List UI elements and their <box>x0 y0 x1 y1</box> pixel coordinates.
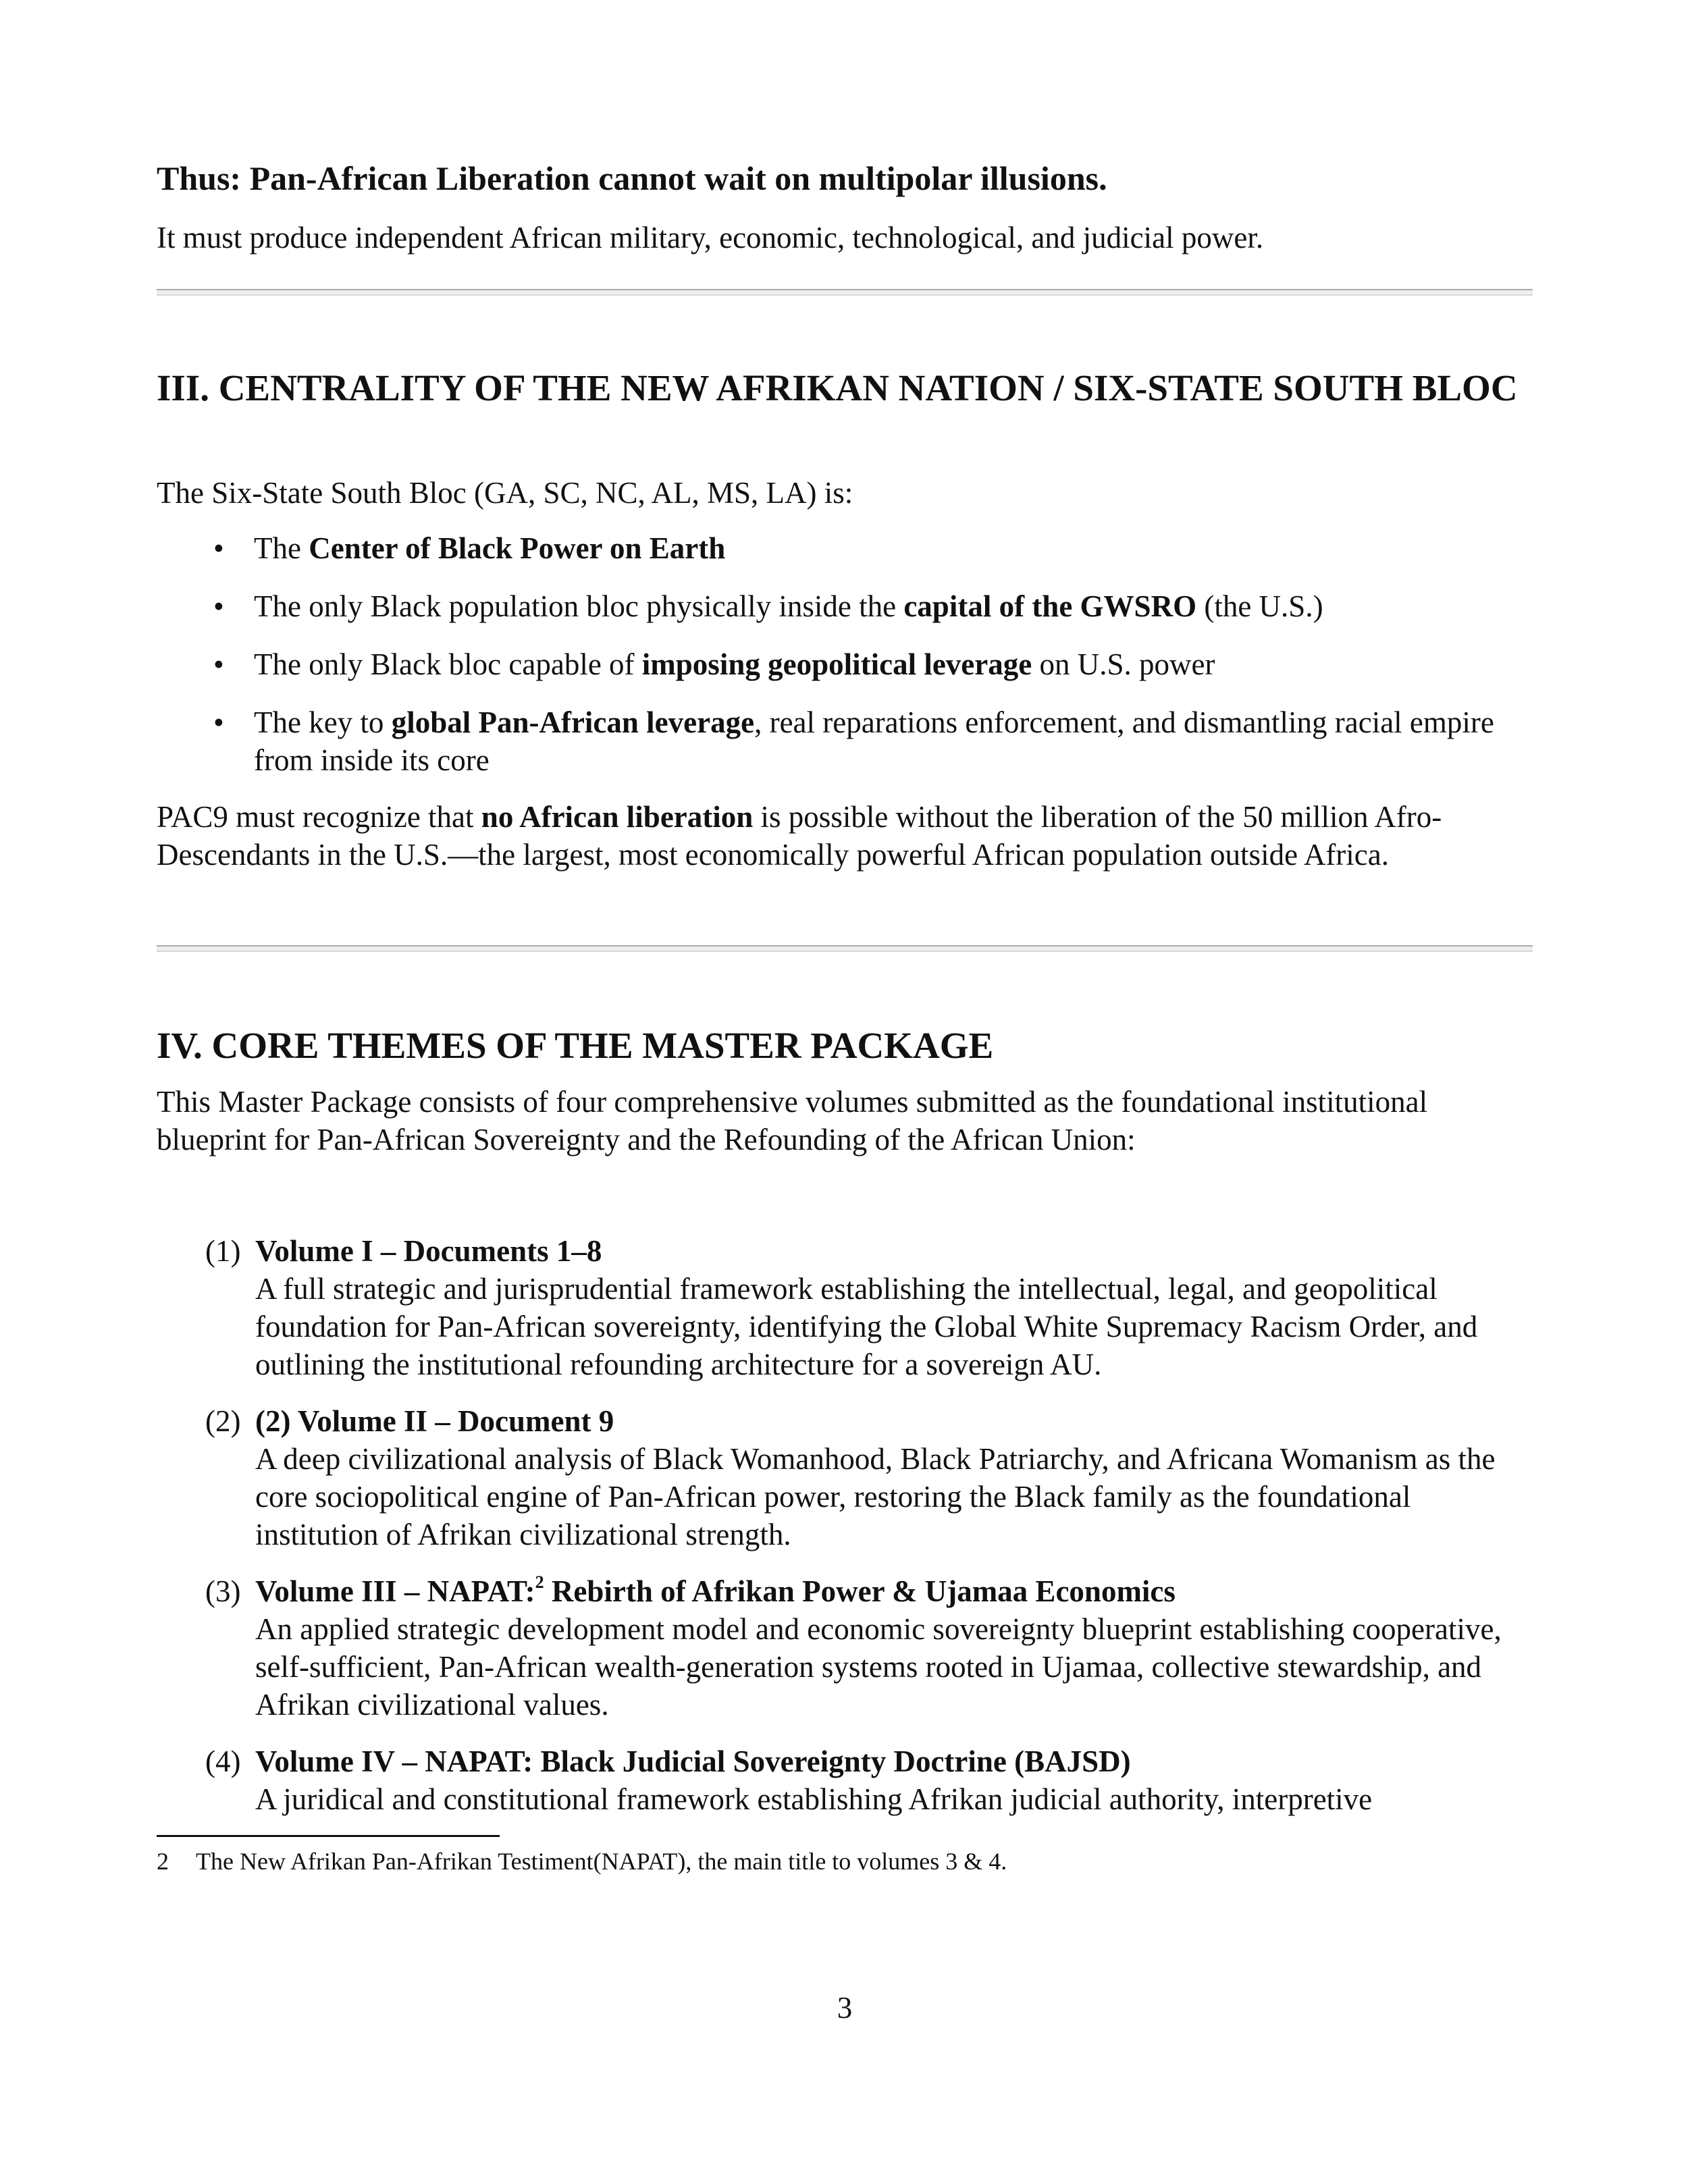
volume-item <box>157 1402 1533 1553</box>
closing-text: PAC9 must recognize that <box>157 800 481 834</box>
section-3-heading: III. CENTRALITY OF THE NEW AFRIKAN NATION / SIX-STATE SOUTH BLOC <box>157 367 1518 408</box>
section-divider <box>157 289 1533 296</box>
bullet-bold-text: global Pan-African leverage <box>391 705 755 739</box>
volume-item <box>157 1572 1533 1724</box>
volume-number: (1) <box>205 1234 241 1268</box>
bullet-bold-text: capital of the GWSRO <box>903 589 1197 623</box>
bullet-text: (the U.S.) <box>1196 589 1323 623</box>
volume-title-part: Rebirth of Afrikan Power & Ujamaa Economics <box>544 1574 1176 1608</box>
volume-description: A juridical and constitutional framework establishing Afrikan judicial authority, interpretive <box>255 1782 1373 1816</box>
thus-heading: Thus: Pan-African Liberation cannot wait on multipolar illusions. <box>157 159 1107 197</box>
bullet-text: The key to <box>254 705 392 739</box>
bullet-item <box>157 529 1533 567</box>
volume-title: (2) Volume II – Document 9 <box>255 1404 614 1438</box>
bullet-item <box>157 703 1533 779</box>
section-divider <box>157 945 1533 952</box>
bullet-item <box>157 587 1533 625</box>
bullet-icon: • <box>213 705 224 739</box>
closing-bold-text: no African liberation <box>481 800 754 834</box>
volume-item <box>157 1742 1533 1818</box>
volume-title <box>255 1572 1533 1610</box>
bullet-icon: • <box>213 589 224 623</box>
footnote-separator <box>157 1835 500 1837</box>
bullet-text: The only Black population bloc physically inside the <box>254 589 904 623</box>
footnote-text: The New Afrikan Pan-Afrikan Testiment(NAPAT), the main title to volumes 3 & 4. <box>196 1848 1007 1875</box>
volume-number: (3) <box>205 1574 241 1608</box>
bullet-icon: • <box>213 647 224 681</box>
volume-description: A full strategic and jurisprudential framework establishing the intellectual, legal, and geopolitical foundation for Pan-African sovereignty, identifying the Global White Supremacy Racism Order, and outlining the institutional refounding architecture for a sovereign AU. <box>255 1272 1478 1381</box>
volume-number: (4) <box>205 1744 241 1778</box>
footnote-ref[interactable]: 2 <box>535 1572 544 1592</box>
volume-title: Volume I – Documents 1–8 <box>255 1234 602 1268</box>
bullet-text: The only Black bloc capable of <box>254 647 642 681</box>
volume-description: An applied strategic development model and economic sovereignty blueprint establishing cooperative, self-sufficient, Pan-African wealth-generation systems rooted in Ujamaa, collective stewardship, and Afrikan civilizational values. <box>255 1612 1502 1722</box>
bullet-text: , real reparations enforcement, and dismantling racial empire from inside its core <box>254 705 1494 777</box>
volume-number: (2) <box>205 1404 241 1438</box>
document-page <box>157 0 1533 2184</box>
volume-title-part: Volume III – NAPAT: <box>255 1574 535 1608</box>
bullet-text: The <box>254 531 309 565</box>
section-4-heading: IV. CORE THEMES OF THE MASTER PACKAGE <box>157 1025 994 1066</box>
volume-list <box>157 1232 1533 1837</box>
footnote-number: 2 <box>157 1848 169 1875</box>
bullet-bold-text: imposing geopolitical leverage <box>641 647 1032 681</box>
bullet-text: on U.S. power <box>1032 647 1215 681</box>
bullet-item <box>157 645 1533 683</box>
section-4-intro: This Master Package consists of four comprehensive volumes submitted as the foundational institutional blueprint for Pan-African Sovereignty and the Refounding of the African Union: <box>157 1085 1428 1156</box>
thus-paragraph: It must produce independent African military, economic, technological, and judicial power. <box>157 221 1264 255</box>
footnote <box>157 1846 1007 1876</box>
closing-text: is possible without the liberation of the 50 million Afro-Descendants in the U.S.—the largest, most economically powerful African population outside Africa. <box>157 800 1442 872</box>
section-3-closing <box>157 798 1533 874</box>
bullet-icon: • <box>213 531 224 565</box>
section-3-bullet-list <box>157 529 1533 799</box>
page-number: 3 <box>837 1991 853 2025</box>
bullet-bold-text: Center of Black Power on Earth <box>309 531 726 565</box>
volume-item <box>157 1232 1533 1383</box>
section-3-intro: The Six-State South Bloc (GA, SC, NC, AL, MS, LA) is: <box>157 476 853 510</box>
volume-title: Volume IV – NAPAT: Black Judicial Sovereignty Doctrine (BAJSD) <box>255 1744 1131 1778</box>
volume-description: A deep civilizational analysis of Black Womanhood, Black Patriarchy, and Africana Womanism as the core sociopolitical engine of Pan-African power, restoring the Black family as the foundational institution of Afrikan civilizational strength. <box>255 1442 1496 1551</box>
